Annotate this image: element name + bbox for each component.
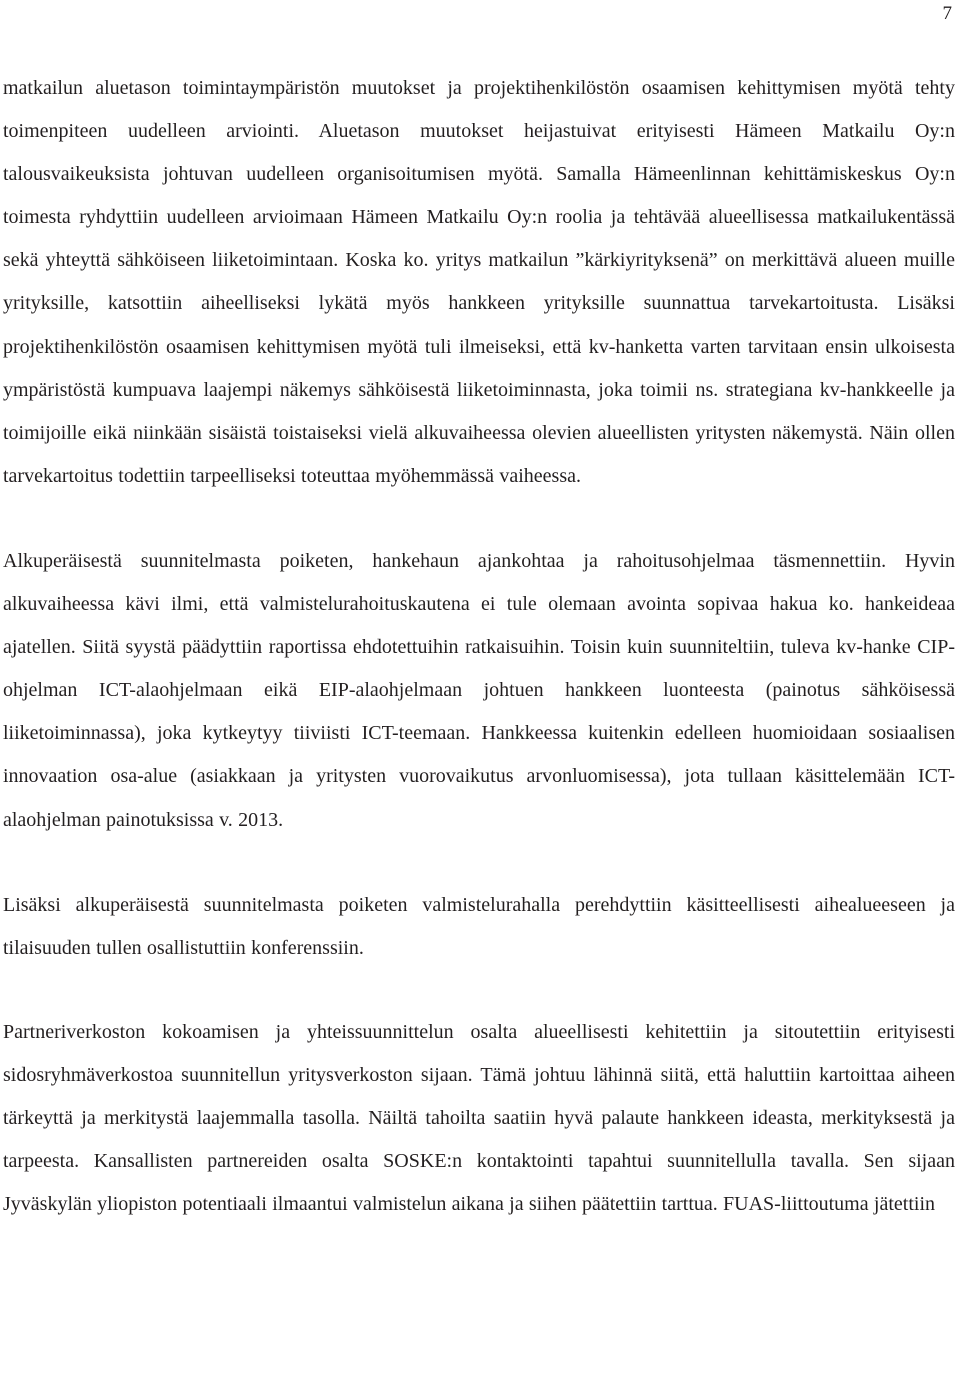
paragraph-hankehaku: Alkuperäisestä suunnitelmasta poiketen, hankehaun ajankohtaa ja rahoitusohjelmaa täsmennettiin. Hyvin alkuvaiheessa kävi ilmi, että valmistelurahoituskautena ei tule olemaan avointa sopivaa hakua ko. hankeideaa ajatellen. Siitä syystä päädyttiin raportissa ehdotettuihin ratkaisuihin. Toisin kuin suunniteltiin, tuleva kv-hanke CIP-ohjelman ICT-alaohjelmaan eikä EIP-alaohjelmaan johtuen hankkeen luonteesta (painotus sähköisessä liiketoiminnassa), joka kytkeytyy tiiviisti ICT-teemaan. Hankkeessa kuitenkin edelleen huomioidaan sosiaalisen innovaation osa-alue (asiakkaan ja yritysten vuorovaikutus arvonluomisessa), jota tullaan käsittelemään ICT-alaohjelman painotuksissa v. 2013. [3, 549, 955, 831]
paragraph-valmisteluraha: Lisäksi alkuperäisestä suunnitelmasta poiketen valmistelurahalla perehdyttiin käsitteellisesti aihealueeseen ja tilaisuuden tullen osallistuttiin konferenssiin. [3, 893, 955, 959]
paragraph-partneriverkosto: Partneriverkoston kokoamisen ja yhteissuunnittelun osalta alueellisesti kehitettiin ja sitoutettiin erityisesti sidosryhmäverkostoa suunnitellun yritysverkoston sijaan. Tämä johtuu lähinnä siitä, että haluttiin kartoittaa aiheen tärkeyttä ja merkitystä laajemmalla tasolla. Näiltä tahoilta saatiin hyvä palaute hankkeen ideasta, merkityksestä ja tarpeesta. Kansallisten partnereiden osalta SOSKE:n kontaktointi tapahtui suunnitellulla tavalla. Sen sijaan Jyväskylän yliopiston potentiaali ilmaantui valmistelun aikana ja siihen päätettiin tarttua. FUAS-liittoutuma jätettiin [3, 1020, 955, 1216]
paragraph-tarvekartoitus: matkailun aluetason toimintaympäristön muutokset ja projektihenkilöstön osaamisen kehittymisen myötä tehty toimenpiteen uudelleen arviointi. Aluetason muutokset heijastuivat erityisesti Hämeen Matkailu Oy:n talousvaikeuksista johtuvan uudelleen organisoitumisen myötä. Samalla Hämeenlinnan kehittämiskeskus Oy:n toimesta ryhdyttiin uudelleen arvioimaan Hämeen Matkailu Oy:n roolia ja tehtävää alueellisessa matkailukentässä sekä yhteyttä sähköiseen liiketoimintaan. Koska ko. yritys matkailun ”kärkiyrityksenä” on merkittävä alueen muille yrityksille, katsottiin aiheelliseksi lykätä myös hankkeen yrityksille suunnattua tarvekartoitusta. Lisäksi projektihenkilöstön osaamisen kehittymisen myötä tuli ilmeiseksi, että kv-hanketta varten tarvitaan ensin ulkoisesta ympäristöstä kumpuava laajempi näkemys sähköisestä liiketoiminnasta, joka toimii ns. strategiana kv-hankkeelle ja toimijoille eikä niinkään sisäistä toistaiseksi vielä alkuvaiheessa olevien alueellisten yritysten näkemystä. Näin ollen tarvekartoitus todettiin tarpeelliseksi toteuttaa myöhemmässä vaiheessa. [3, 77, 955, 487]
document-body [3, 67, 955, 1226]
page-number: 7 [942, 3, 952, 24]
